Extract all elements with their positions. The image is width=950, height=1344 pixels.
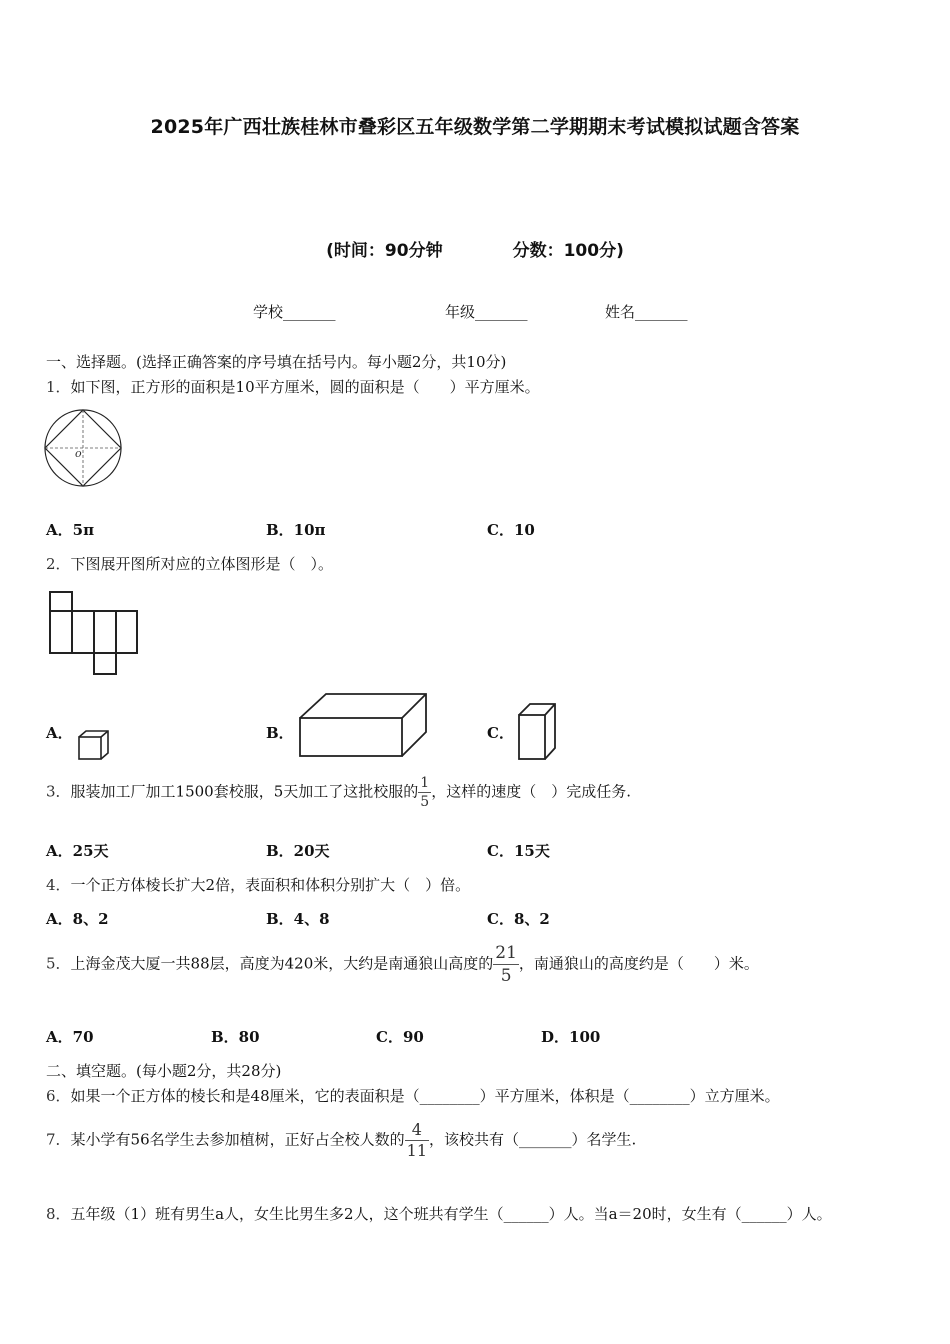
question-7 [46,1120,636,1161]
option-c[interactable]: C． [487,724,514,742]
question-number: 8． [46,1205,71,1223]
option-a[interactable]: A．25天 [46,842,109,860]
question-3 [46,774,631,811]
option-b[interactable]: B．10π [266,521,326,539]
fraction-denominator: 5 [500,966,512,986]
tall-cuboid-icon [514,700,562,764]
option-b[interactable]: B．4、8 [266,910,330,928]
option-c[interactable]: C．10 [487,521,535,539]
question-number: 6． [46,1087,71,1105]
option-a[interactable]: A．8、2 [46,910,109,928]
cuboid-icon [296,690,432,762]
question-text-part2: ，该校共有（_______）名学生. [429,1130,637,1149]
question-number: 2． [46,555,71,573]
question-text: 如果一个正方体的棱长和是48厘米，它的表面积是（________）平方厘米，体积是（________）立方厘米。 [70,1087,780,1105]
fraction-numerator: 21 [495,943,517,963]
option-a[interactable]: A． [46,724,73,742]
question-number: 5． [46,954,71,973]
question-5 [46,942,759,987]
option-c[interactable]: C．8、2 [487,910,550,928]
fraction [493,942,519,987]
fraction-denominator: 11 [406,1141,427,1160]
option-b[interactable]: B． [266,724,294,742]
section-2-heading: 二、填空题。(每小题2分，共28分) [46,1062,282,1080]
option-c[interactable]: C．15天 [487,842,550,860]
grade-field[interactable]: 年级_______ [445,303,528,321]
fraction [405,1120,429,1161]
question-text: 下图展开图所对应的立体图形是（ ）。 [70,555,334,573]
question-number: 7． [46,1130,71,1149]
option-d[interactable]: D．100 [541,1028,601,1046]
question-6 [46,1085,780,1106]
fraction-denominator: 5 [420,794,430,810]
question-text: 一个正方体棱长扩大2倍，表面积和体积分别扩大（ ）倍。 [70,876,471,894]
cube-net-figure [46,590,141,680]
net-face-1 [50,611,72,653]
exam-meta [0,236,950,261]
question-text-part2: ，南通狼山的高度约是（ ）米。 [518,954,759,973]
question-8 [46,1203,832,1224]
question-text: 五年级（1）班有男生a人，女生比男生多2人，这个班共有学生（______）人。当a＝20时，女生有（______）人。 [70,1205,832,1223]
fraction-numerator: 1 [420,775,430,791]
option-a[interactable]: A．5π [46,521,95,539]
name-field[interactable]: 姓名_______ [605,303,688,321]
fraction-numerator: 4 [405,1120,429,1141]
page-title: 2025年广西壮族桂林市叠彩区五年级数学第二学期期末考试模拟试题含答案 [150,116,800,138]
small-cube-icon [76,728,112,762]
question-2 [46,553,333,574]
question-text-part1: 某小学有56名学生去参加植树，正好占全校人数的 [70,1130,405,1149]
question-4 [46,874,470,895]
question-text: 如下图，正方形的面积是10平方厘米，圆的面积是（ ）平方厘米。 [70,378,540,396]
circle-square-figure [40,408,130,488]
question-number: 3． [46,782,71,801]
fraction [418,774,431,811]
question-number: 4． [46,876,71,894]
question-1 [46,376,540,397]
question-text-part2: ，这样的速度（ ）完成任务. [431,782,631,801]
net-face-4 [116,611,137,653]
exam-score: 分数：100分) [512,241,624,261]
net-bottom-face [94,653,116,674]
center-label: o [75,447,82,460]
option-b[interactable]: B．20天 [266,842,330,860]
question-text-part1: 上海金茂大厦一共88层，高度为420米，大约是南通狼山高度的 [70,954,494,973]
question-text-part1: 服装加工厂加工1500套校服，5天加工了这批校服的 [70,782,419,801]
option-c[interactable]: C．90 [376,1028,424,1046]
exam-time: (时间：90分钟 [326,241,443,261]
option-a[interactable]: A．70 [46,1028,94,1046]
net-face-3 [94,611,116,653]
section-1-heading: 一、选择题。(选择正确答案的序号填在括号内。每小题2分，共10分) [46,353,507,371]
net-top-face [50,592,72,611]
net-face-2 [72,611,94,653]
option-b[interactable]: B．80 [211,1028,260,1046]
school-field[interactable]: 学校_______ [253,303,336,321]
question-number: 1． [46,378,71,396]
